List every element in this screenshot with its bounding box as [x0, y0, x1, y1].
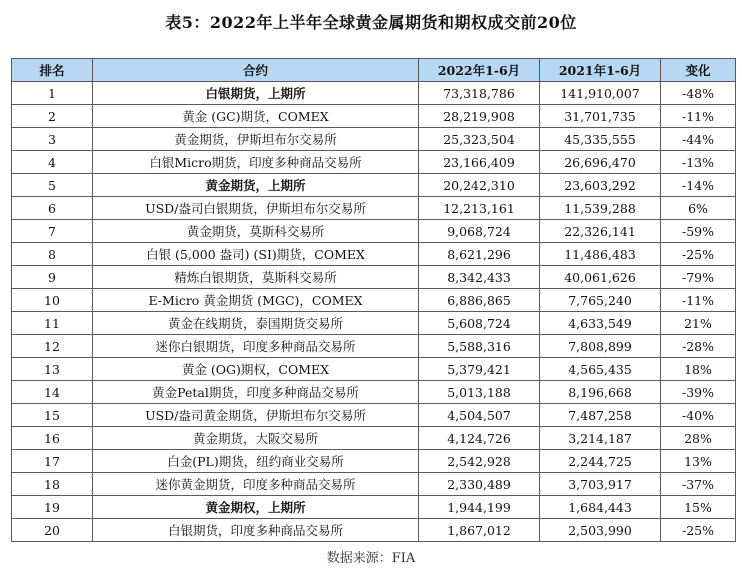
contract-cell: 白银 (5,000 盎司) (SI)期货，COMEX — [93, 243, 419, 266]
change-cell: -59% — [661, 220, 736, 243]
contract-cell: 黄金 (GC)期货，COMEX — [93, 105, 419, 128]
table-row — [12, 105, 736, 128]
rank-cell: 14 — [12, 381, 93, 404]
change-cell: -48% — [661, 82, 736, 105]
volume-2021-cell: 26,696,470 — [540, 151, 661, 174]
table-row — [12, 197, 736, 220]
rank-cell: 17 — [12, 450, 93, 473]
volume-2021-cell: 40,061,626 — [540, 266, 661, 289]
table-row — [12, 220, 736, 243]
rank-cell: 16 — [12, 427, 93, 450]
table-row — [12, 450, 736, 473]
change-cell: -14% — [661, 174, 736, 197]
table-row — [12, 312, 736, 335]
table-row — [12, 427, 736, 450]
table-row — [12, 151, 736, 174]
volume-2021-cell: 7,765,240 — [540, 289, 661, 312]
contract-cell: 迷你黄金期货，印度多种商品交易所 — [93, 473, 419, 496]
contract-cell: 黄金期货，上期所 — [93, 174, 419, 197]
contract-cell: 白银期货，上期所 — [93, 82, 419, 105]
volume-2021-cell: 7,487,258 — [540, 404, 661, 427]
header-2021: 2021年1-6月 — [540, 59, 661, 82]
volume-2022-cell: 5,379,421 — [419, 358, 540, 381]
volume-2022-cell: 2,542,928 — [419, 450, 540, 473]
change-cell: 6% — [661, 197, 736, 220]
change-cell: -28% — [661, 335, 736, 358]
table-row — [12, 519, 736, 542]
volume-2021-cell: 3,214,187 — [540, 427, 661, 450]
header-2022: 2022年1-6月 — [419, 59, 540, 82]
rank-cell: 13 — [12, 358, 93, 381]
volume-2021-cell: 141,910,007 — [540, 82, 661, 105]
rank-cell: 15 — [12, 404, 93, 427]
volume-2022-cell: 28,219,908 — [419, 105, 540, 128]
change-cell: 21% — [661, 312, 736, 335]
table-row — [12, 358, 736, 381]
volume-2022-cell: 2,330,489 — [419, 473, 540, 496]
change-cell: -44% — [661, 128, 736, 151]
change-cell: -25% — [661, 519, 736, 542]
volume-2022-cell: 25,323,504 — [419, 128, 540, 151]
contract-cell: 迷你白银期货，印度多种商品交易所 — [93, 335, 419, 358]
volume-2022-cell: 8,621,296 — [419, 243, 540, 266]
volume-2021-cell: 23,603,292 — [540, 174, 661, 197]
rank-cell: 2 — [12, 105, 93, 128]
volume-2022-cell: 1,867,012 — [419, 519, 540, 542]
volume-2021-cell: 31,701,735 — [540, 105, 661, 128]
rank-cell: 5 — [12, 174, 93, 197]
table-row — [12, 381, 736, 404]
rank-cell: 4 — [12, 151, 93, 174]
volume-2022-cell: 5,608,724 — [419, 312, 540, 335]
volume-2022-cell: 9,068,724 — [419, 220, 540, 243]
rank-cell: 10 — [12, 289, 93, 312]
volume-2022-cell: 5,013,188 — [419, 381, 540, 404]
change-cell: -13% — [661, 151, 736, 174]
rank-cell: 11 — [12, 312, 93, 335]
rank-cell: 3 — [12, 128, 93, 151]
volume-2022-cell: 6,886,865 — [419, 289, 540, 312]
volume-2021-cell: 45,335,555 — [540, 128, 661, 151]
change-cell: -11% — [661, 289, 736, 312]
contract-cell: E-Micro 黄金期货 (MGC)，COMEX — [93, 289, 419, 312]
volume-2022-cell: 8,342,433 — [419, 266, 540, 289]
contract-cell: USD/盎司白银期货，伊斯坦布尔交易所 — [93, 197, 419, 220]
table-row — [12, 128, 736, 151]
volume-2022-cell: 20,242,310 — [419, 174, 540, 197]
data-source: 数据来源：FIA — [326, 551, 416, 566]
volume-2021-cell: 4,565,435 — [540, 358, 661, 381]
table-row — [12, 335, 736, 358]
contract-cell: 黄金期权，上期所 — [93, 496, 419, 519]
table-row — [12, 404, 736, 427]
volume-2022-cell: 4,124,726 — [419, 427, 540, 450]
volume-2021-cell: 8,196,668 — [540, 381, 661, 404]
rank-cell: 6 — [12, 197, 93, 220]
change-cell: -79% — [661, 266, 736, 289]
table-row — [12, 266, 736, 289]
volume-2022-cell: 5,588,316 — [419, 335, 540, 358]
contract-cell: 精炼白银期货，莫斯科交易所 — [93, 266, 419, 289]
header-rank: 排名 — [12, 59, 93, 82]
volume-2021-cell: 11,486,483 — [540, 243, 661, 266]
volume-2021-cell: 1,684,443 — [540, 496, 661, 519]
change-cell: -25% — [661, 243, 736, 266]
change-cell: 15% — [661, 496, 736, 519]
volume-2021-cell: 3,703,917 — [540, 473, 661, 496]
table-body — [12, 82, 736, 542]
rank-cell: 1 — [12, 82, 93, 105]
volume-2021-cell: 2,503,990 — [540, 519, 661, 542]
contract-cell: 白银Micro期货，印度多种商品交易所 — [93, 151, 419, 174]
contract-cell: 黄金期货，莫斯科交易所 — [93, 220, 419, 243]
volume-2021-cell: 22,326,141 — [540, 220, 661, 243]
table-row — [12, 82, 736, 105]
table-row — [12, 289, 736, 312]
rank-cell: 8 — [12, 243, 93, 266]
table-row — [12, 473, 736, 496]
rank-cell: 7 — [12, 220, 93, 243]
volume-2022-cell: 4,504,507 — [419, 404, 540, 427]
table-row — [12, 174, 736, 197]
contract-cell: 白金(PL)期货，纽约商业交易所 — [93, 450, 419, 473]
table-row — [12, 496, 736, 519]
volume-2021-cell: 2,244,725 — [540, 450, 661, 473]
rank-cell: 12 — [12, 335, 93, 358]
contract-cell: 黄金 (OG)期权，COMEX — [93, 358, 419, 381]
contract-cell: 黄金期货，伊斯坦布尔交易所 — [93, 128, 419, 151]
table-row — [12, 243, 736, 266]
contract-cell: 黄金Petal期货，印度多种商品交易所 — [93, 381, 419, 404]
change-cell: 13% — [661, 450, 736, 473]
rank-cell: 9 — [12, 266, 93, 289]
contract-cell: 黄金在线期货，泰国期货交易所 — [93, 312, 419, 335]
table-title: 表5：2022年上半年全球黄金属期货和期权成交前20位 — [165, 13, 577, 32]
volume-2022-cell: 23,166,409 — [419, 151, 540, 174]
change-cell: -11% — [661, 105, 736, 128]
header-change: 变化 — [661, 59, 736, 82]
volume-2022-cell: 1,944,199 — [419, 496, 540, 519]
contract-cell: USD/盎司黄金期货，伊斯坦布尔交易所 — [93, 404, 419, 427]
volume-2021-cell: 4,633,549 — [540, 312, 661, 335]
change-cell: 18% — [661, 358, 736, 381]
change-cell: -37% — [661, 473, 736, 496]
ranking-table — [11, 58, 736, 542]
volume-2021-cell: 11,539,288 — [540, 197, 661, 220]
change-cell: -39% — [661, 381, 736, 404]
header-contract: 合约 — [93, 59, 419, 82]
change-cell: -40% — [661, 404, 736, 427]
contract-cell: 黄金期货，大阪交易所 — [93, 427, 419, 450]
rank-cell: 19 — [12, 496, 93, 519]
contract-cell: 白银期货，印度多种商品交易所 — [93, 519, 419, 542]
volume-2022-cell: 73,318,786 — [419, 82, 540, 105]
volume-2021-cell: 7,808,899 — [540, 335, 661, 358]
change-cell: 28% — [661, 427, 736, 450]
rank-cell: 20 — [12, 519, 93, 542]
volume-2022-cell: 12,213,161 — [419, 197, 540, 220]
header-row — [12, 59, 736, 82]
rank-cell: 18 — [12, 473, 93, 496]
